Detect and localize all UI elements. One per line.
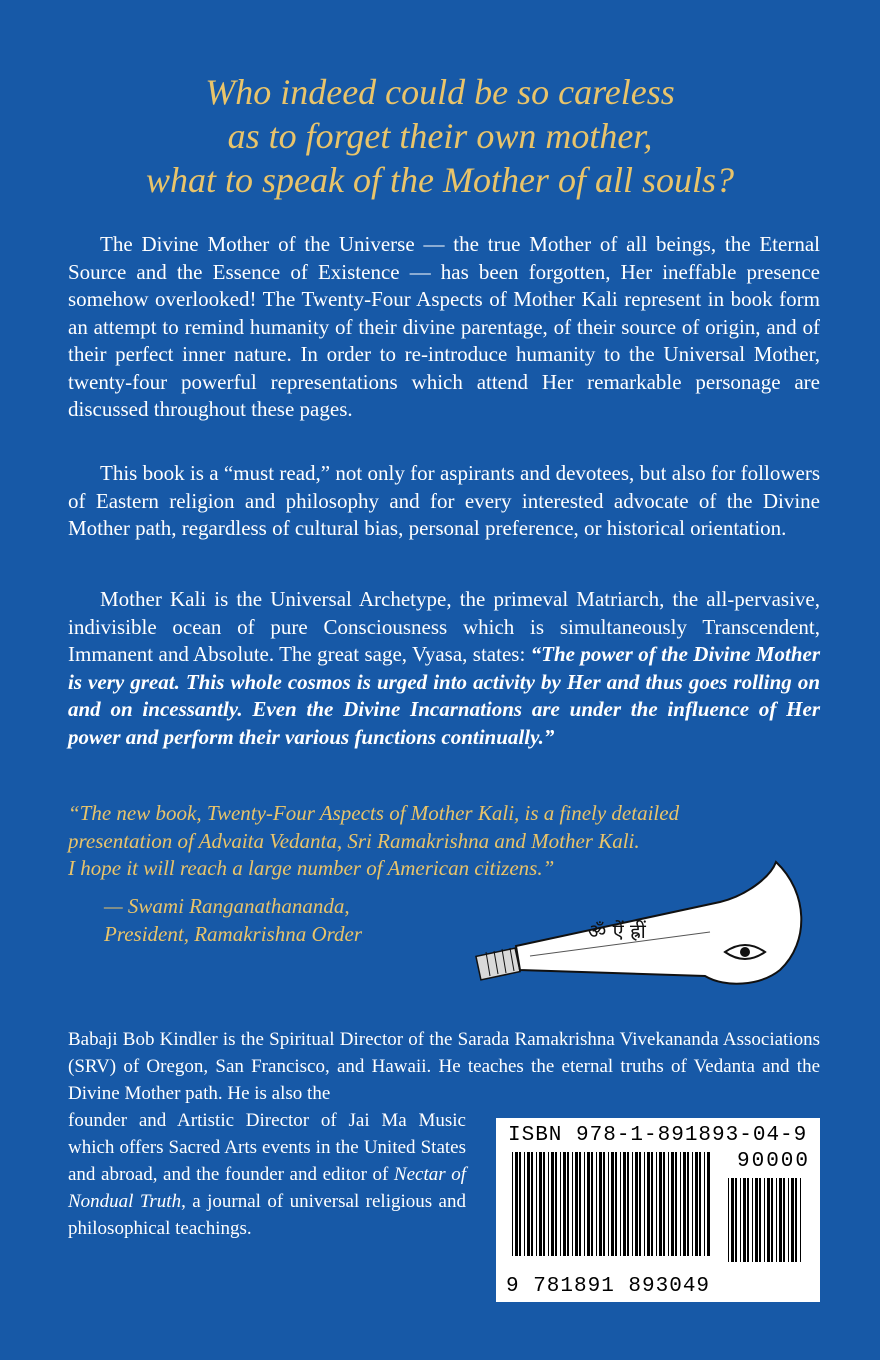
author-bio-continued bbox=[68, 1107, 466, 1242]
sword-inscription: ॐ ऐं ह्रीं bbox=[588, 919, 646, 943]
price-code: 90000 bbox=[736, 1150, 810, 1173]
sword-blade bbox=[516, 862, 801, 984]
sword-handle bbox=[476, 948, 520, 980]
kali-sword-illustration bbox=[470, 860, 820, 990]
vyasa-quote: “The power of the Divine Mother is very great. This whole cosmos is urged into activity by Her and thus goes rolling on and on incessantly. Even the Divine Incarnations are under the influence of Her power and perform their various functions continually.” bbox=[68, 642, 820, 749]
author-bio-part-b: , a journal of universal religious and philosophical teachings. bbox=[68, 1191, 466, 1239]
author-bio-top: Babaji Bob Kindler is the Spiritual Director of the Sarada Ramakrishna Vivekananda Associations (SRV) of Oregon, San Francisco, and Hawaii. He teaches the eternal truths of Vedanta and the Divine Mother path. He is also the bbox=[68, 1029, 820, 1104]
ean-digits: 9 781891 893049 bbox=[506, 1275, 711, 1298]
endorsement-author-title: President, Ramakrishna Order bbox=[104, 922, 362, 946]
journal-title: Nectar of Nondual Truth bbox=[68, 1164, 467, 1212]
tagline bbox=[0, 70, 880, 202]
endorsement-author: — Swami Ranganathananda, bbox=[104, 894, 350, 918]
tagline-line-1: Who indeed could be so careless bbox=[205, 72, 675, 112]
description-paragraph-3 bbox=[68, 586, 820, 751]
endorsement-line-3: I hope it will reach a large number of American citizens.” bbox=[68, 856, 555, 880]
addon-bars bbox=[728, 1178, 801, 1262]
description-paragraph-2: This book is a “must read,” not only for aspirants and devotees, but also for followers of Eastern religion and philosophy and for every interested advocate of the Divine Mother path, regardless of cultural bias, personal preference, or historical orientation. bbox=[68, 461, 820, 540]
endorsement-line-1: “The new book, Twenty-Four Aspects of Mother Kali, is a finely detailed bbox=[68, 801, 680, 825]
author-bio-part-a: founder and Artistic Director of Jai Ma Music which offers Sacred Arts events in the United States and abroad, and the founder and editor of bbox=[68, 1110, 466, 1185]
description-paragraph-1: The Divine Mother of the Universe — the true Mother of all beings, the Eternal Source and the Essence of Existence — has been forgotten, Her ineffable presence somehow overlooked! The Twenty-Four Aspects of Mother Kali represent in book form an attempt to remind humanity of their divine parentage, of their source of origin, and of their perfect inner nature. In order to re-introduce humanity to the Universal Mother, twenty-four powerful representations which attend Her remarkable personage are discussed throughout these pages. bbox=[68, 232, 820, 421]
isbn-label: ISBN 978-1-891893-04-9 bbox=[508, 1124, 808, 1147]
endorsement-line-2: presentation of Advaita Vedanta, Sri Ramakrishna and Mother Kali. bbox=[68, 828, 640, 853]
endorsement-attribution bbox=[104, 892, 362, 948]
tagline-line-2: as to forget their own mother, bbox=[227, 116, 653, 156]
paragraph-3-text: Mother Kali is the Universal Archetype, the primeval Matriarch, the all-pervasive, indivisible ocean of pure Consciousness which is simultaneously Transcendent, Immanent and Absolute. The great sage, Vyasa, states: bbox=[68, 587, 820, 666]
isbn-barcode bbox=[496, 1118, 820, 1302]
tagline-line-3: what to speak of the Mother of all souls? bbox=[146, 160, 734, 200]
ean-bars bbox=[512, 1152, 710, 1256]
